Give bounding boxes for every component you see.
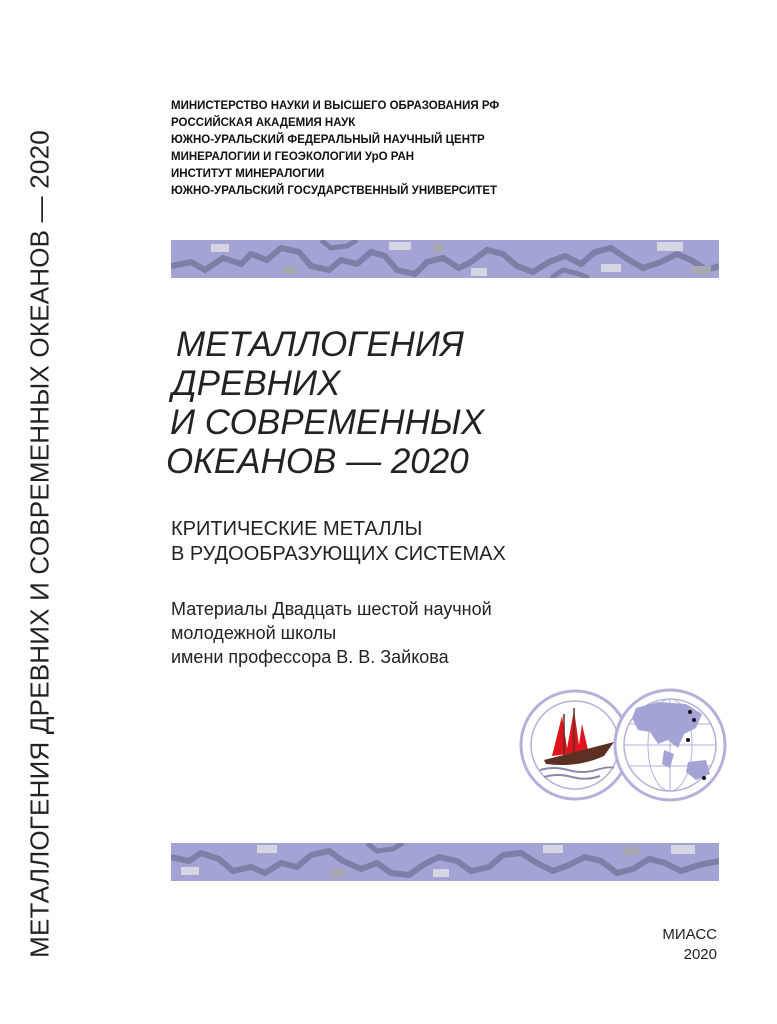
organization-line: МИНИСТЕРСТВО НАУКИ И ВЫСШЕГО ОБРАЗОВАНИЯ РФ	[171, 100, 500, 112]
mineral-texture-pattern	[171, 240, 719, 278]
decorative-band-top	[171, 240, 719, 278]
spine-title: МЕТАЛЛОГЕНИЯ ДРЕВНИХ И СОВРЕМЕННЫХ ОКЕАНОВ — 2020	[24, 130, 55, 958]
imprint	[662, 925, 717, 965]
description-line: Материалы Двадцать шестой научной	[171, 599, 492, 619]
organizations-list	[171, 98, 499, 200]
title-line: ОКЕАНОВ — 2020	[166, 442, 469, 481]
organization-line: ЮЖНО-УРАЛЬСКИЙ ГОСУДАРСТВЕННЫЙ УНИВЕРСИТЕТ	[171, 185, 498, 197]
decorative-band-bottom	[171, 843, 719, 881]
subtitle-line: В РУДООБРАЗУЮЩИХ СИСТЕМАХ	[171, 543, 506, 565]
description-line: имени профессора В. В. Зайкова	[171, 647, 449, 667]
organization-line: ИНСТИТУТ МИНЕРАЛОГИИ	[171, 168, 325, 180]
imprint-city: МИАСС	[662, 926, 717, 943]
description-line: молодежной школы	[171, 623, 337, 643]
title-line: МЕТАЛЛОГЕНИЯ	[176, 325, 464, 364]
description	[171, 597, 492, 669]
subtitle-line: КРИТИЧЕСКИЕ МЕТАЛЛЫ	[171, 518, 423, 540]
imprint-year: 2020	[683, 946, 717, 963]
spine	[20, 130, 60, 958]
title-line: ДРЕВНИХ	[172, 364, 341, 403]
organization-line: МИНЕРАЛОГИИ И ГЕОЭКОЛОГИИ УрО РАН	[171, 151, 415, 163]
mineral-texture-pattern	[171, 843, 719, 881]
ship-and-globe-logo-icon	[518, 684, 728, 806]
main-title	[0, 325, 485, 481]
organization-line: ЮЖНО-УРАЛЬСКИЙ ФЕДЕРАЛЬНЫЙ НАУЧНЫЙ ЦЕНТР	[171, 134, 485, 146]
title-line: И СОВРЕМЕННЫХ	[170, 403, 485, 442]
subtitle	[171, 517, 506, 567]
organization-line: РОССИЙСКАЯ АКАДЕМИЯ НАУК	[171, 117, 356, 129]
